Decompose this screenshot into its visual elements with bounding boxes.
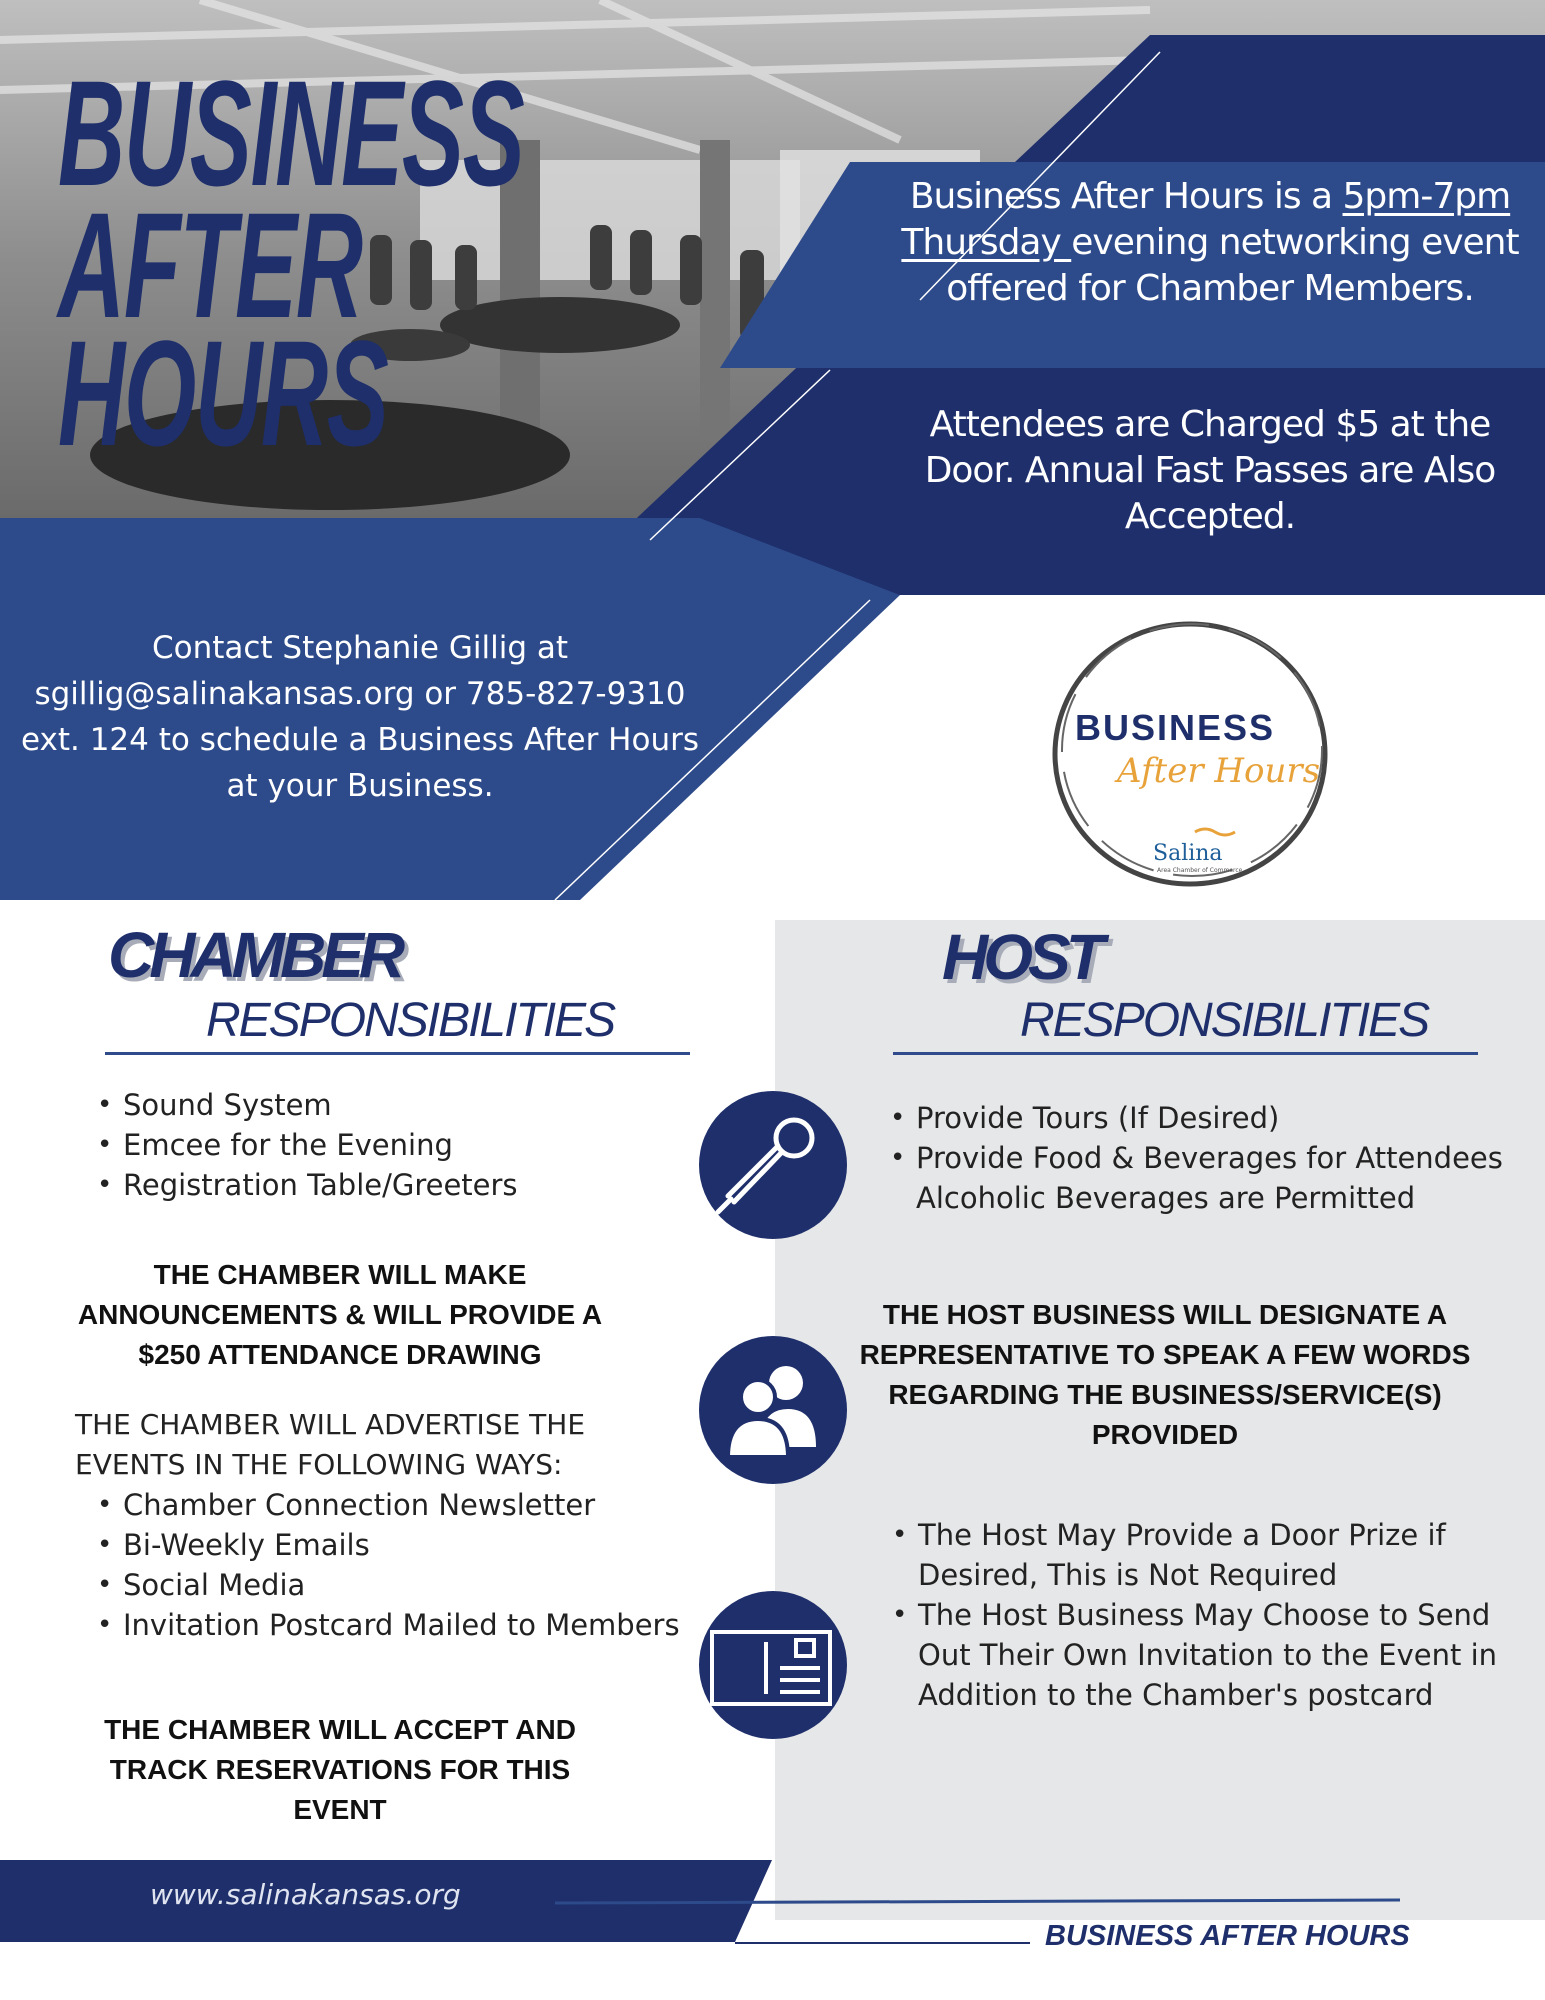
microphone-icon: [698, 1090, 848, 1240]
svg-text:After Hours: After Hours: [1117, 751, 1321, 791]
chamber-subheading: RESPONSIBILITIES: [206, 994, 615, 1047]
chamber-advertise-list: [75, 1485, 743, 1645]
host-heading: HOST: [942, 921, 1100, 993]
host-rule: [893, 1052, 1478, 1055]
chamber-duties-list: [75, 1085, 723, 1205]
list-item: • Emcee for the Evening: [123, 1125, 723, 1165]
business-after-hours-logo: [1045, 612, 1335, 892]
chamber-rule: [105, 1052, 690, 1055]
chamber-announcements: THE CHAMBER WILL MAKE ANNOUNCEMENTS & WILL PROVIDE A $250 ATTENDANCE DRAWING: [77, 1259, 603, 1370]
event-description: Business After Hours is a 5pm-7pm Thursday evening networking event offered for Chamber Members.: [901, 176, 1519, 309]
event-time: 5pm-7pm: [1342, 176, 1511, 217]
svg-text:Area Chamber of Commerce: Area Chamber of Commerce: [1157, 867, 1243, 874]
hero-title-line-2: AFTER: [58, 181, 362, 349]
svg-text:Salina: Salina: [1153, 841, 1223, 866]
host-subheading: RESPONSIBILITIES: [1020, 994, 1429, 1047]
chamber-heading: CHAMBER: [108, 919, 401, 991]
list-item: • Chamber Connection Newsletter: [123, 1485, 743, 1525]
list-item: • The Host Business May Choose to Send Out Their Own Invitation to the Event in Addition to the Chamber's postcard: [918, 1595, 1538, 1715]
list-item: • Sound System: [123, 1085, 723, 1125]
footer-title: BUSINESS AFTER HOURS: [1045, 1920, 1410, 1952]
hero-title-line-1: BUSINESS: [58, 49, 524, 217]
host-optional-list: [870, 1515, 1538, 1715]
list-item: • Bi-Weekly Emails: [123, 1525, 743, 1565]
list-item: • Social Media: [123, 1565, 743, 1605]
list-item: • Provide Tours (If Desired): [916, 1098, 1545, 1138]
list-item: • Invitation Postcard Mailed to Members: [123, 1605, 743, 1645]
attendance-fee-note: Attendees are Charged $5 at the Door. Annual Fast Passes are Also Accepted.: [924, 404, 1496, 537]
chamber-advertise-intro: THE CHAMBER WILL ADVERTISE THE EVENTS IN THE FOLLOWING WAYS:: [75, 1408, 586, 1481]
list-item: • The Host May Provide a Door Prize if Desired, This is Not Required: [918, 1515, 1538, 1595]
host-duties-list: [868, 1098, 1545, 1218]
list-item: • Provide Food & Beverages for Attendees Alcoholic Beverages are Permitted: [916, 1138, 1545, 1218]
website-url: www.salinakansas.org: [150, 1878, 461, 1911]
host-designate-representative: THE HOST BUSINESS WILL DESIGNATE A REPRESENTATIVE TO SPEAK A FEW WORDS REGARDING THE BUSINESS/SERVICE(S) PROVIDED: [859, 1299, 1471, 1450]
contact-info: Contact Stephanie Gillig at sgillig@salinakansas.org or 785-827-9310 ext. 124 to schedule a Business After Hours at your Business.: [20, 630, 700, 804]
hero-title-line-3: HOURS: [58, 309, 388, 477]
users-icon: [698, 1335, 848, 1485]
chamber-reservations: THE CHAMBER WILL ACCEPT AND TRACK RESERVATIONS FOR THIS EVENT: [104, 1714, 576, 1825]
svg-text:BUSINESS: BUSINESS: [1075, 707, 1276, 748]
event-day: Thursday: [901, 222, 1072, 263]
list-item: • Registration Table/Greeters: [123, 1165, 723, 1205]
postcard-icon: [698, 1590, 848, 1740]
